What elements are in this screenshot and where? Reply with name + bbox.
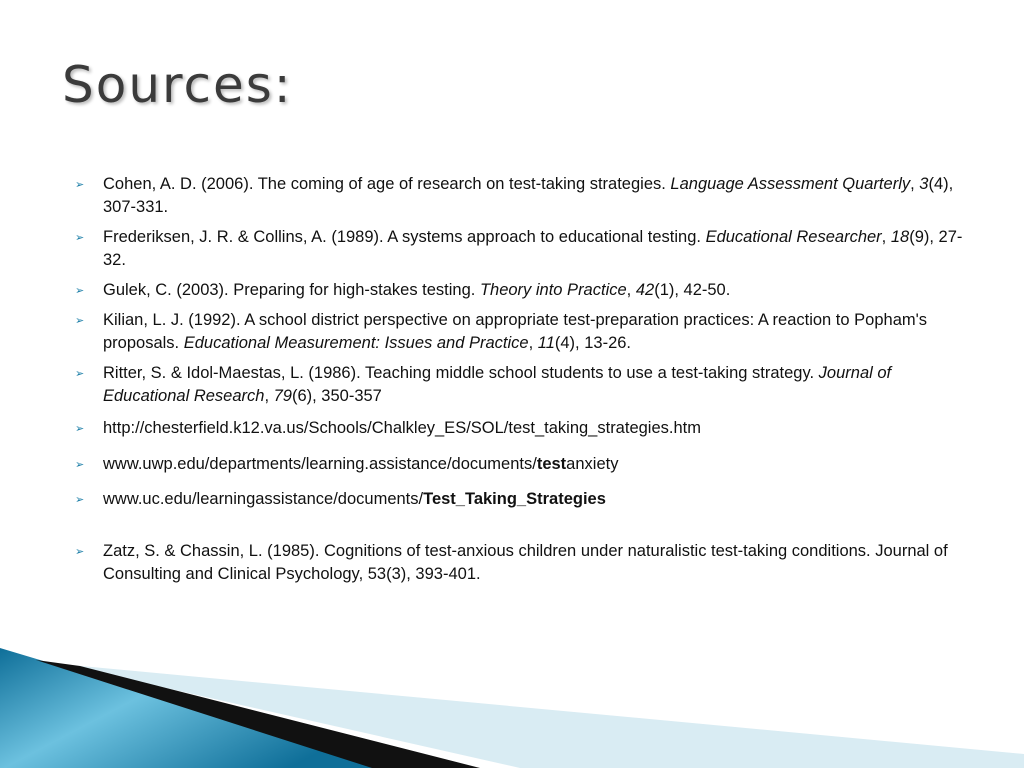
- journal-name: Educational Measurement: Issues and Practice: [183, 334, 529, 352]
- reference-item: [75, 226, 965, 272]
- reference-text: Cohen, A. D. (2006). The coming of age of research on test-taking strategies.: [103, 175, 671, 193]
- reference-text: Frederiksen, J. R. & Collins, A. (1989). A systems approach to educational testing.: [103, 228, 706, 246]
- reference-text: Gulek, C. (2003). Preparing for high-stakes testing.: [103, 281, 480, 299]
- reference-text: Zatz, S. & Chassin, L. (1985). Cognitions of test-anxious children under naturalistic test-taking conditions. Journal of Consulting and Clinical Psychology, 53(3), 393-401.: [103, 542, 948, 583]
- arrow-bullet-icon: ➢: [75, 546, 85, 558]
- reference-item: [75, 453, 965, 476]
- journal-name: Educational Researcher: [705, 228, 882, 246]
- arrow-bullet-icon: ➢: [75, 459, 85, 471]
- volume-number: 79: [273, 387, 292, 405]
- reference-item: [75, 417, 965, 440]
- reference-list: [75, 173, 965, 586]
- arrow-bullet-icon: ➢: [75, 423, 85, 435]
- reference-item: [75, 279, 965, 302]
- reference-url-bold: Test_Taking_Strategies: [423, 490, 606, 508]
- reference-url: www.uc.edu/learningassistance/documents/: [103, 490, 424, 508]
- reference-text: (4), 307-331.: [103, 175, 954, 216]
- arrow-bullet-icon: ➢: [75, 232, 85, 244]
- reference-text: ,: [528, 334, 538, 352]
- arrow-bullet-icon: ➢: [75, 494, 85, 506]
- reference-text: (9), 27-32.: [103, 228, 963, 269]
- reference-item: [75, 488, 965, 511]
- reference-text: ,: [910, 175, 920, 193]
- reference-url-bold: test: [536, 455, 567, 473]
- reference-text: Kilian, L. J. (1992). A school district perspective on appropriate test-preparation practices: A reaction to Popham's proposals.: [103, 311, 928, 352]
- reference-item: [75, 309, 965, 355]
- arrow-bullet-icon: ➢: [75, 315, 85, 327]
- journal-name: Theory into Practice: [479, 281, 627, 299]
- volume-number: 11: [537, 334, 555, 352]
- arrow-bullet-icon: ➢: [75, 285, 85, 297]
- reference-text: ,: [264, 387, 274, 405]
- reference-url: anxiety: [566, 455, 619, 473]
- reference-text: (6), 350-357: [291, 387, 382, 405]
- reference-text: ,: [626, 281, 636, 299]
- footer-wave-decoration: [0, 640, 1024, 768]
- volume-number: 18: [890, 228, 910, 246]
- reference-item: [75, 540, 965, 586]
- reference-text: ,: [881, 228, 891, 246]
- reference-item: [75, 173, 965, 219]
- arrow-bullet-icon: ➢: [75, 368, 85, 380]
- journal-name: Journal of Educational Research: [103, 364, 892, 405]
- reference-item: [75, 362, 965, 408]
- reference-url: www.uwp.edu/departments/learning.assistance/documents/: [103, 455, 537, 473]
- reference-text: (1), 42-50.: [654, 281, 731, 299]
- reference-text: (4), 13-26.: [554, 334, 632, 352]
- reference-text: Ritter, S. & Idol-Maestas, L. (1986). Teaching middle school students to use a test-taking strategy.: [103, 364, 819, 382]
- reference-url: http://chesterfield.k12.va.us/Schools/Chalkley_ES/SOL/test_taking_strategies.htm: [103, 419, 701, 437]
- slide-title: Sources:: [62, 56, 293, 114]
- journal-name: Language Assessment Quarterly: [670, 175, 911, 193]
- volume-number: 3: [919, 175, 929, 193]
- volume-number: 42: [635, 281, 655, 299]
- arrow-bullet-icon: ➢: [75, 179, 85, 191]
